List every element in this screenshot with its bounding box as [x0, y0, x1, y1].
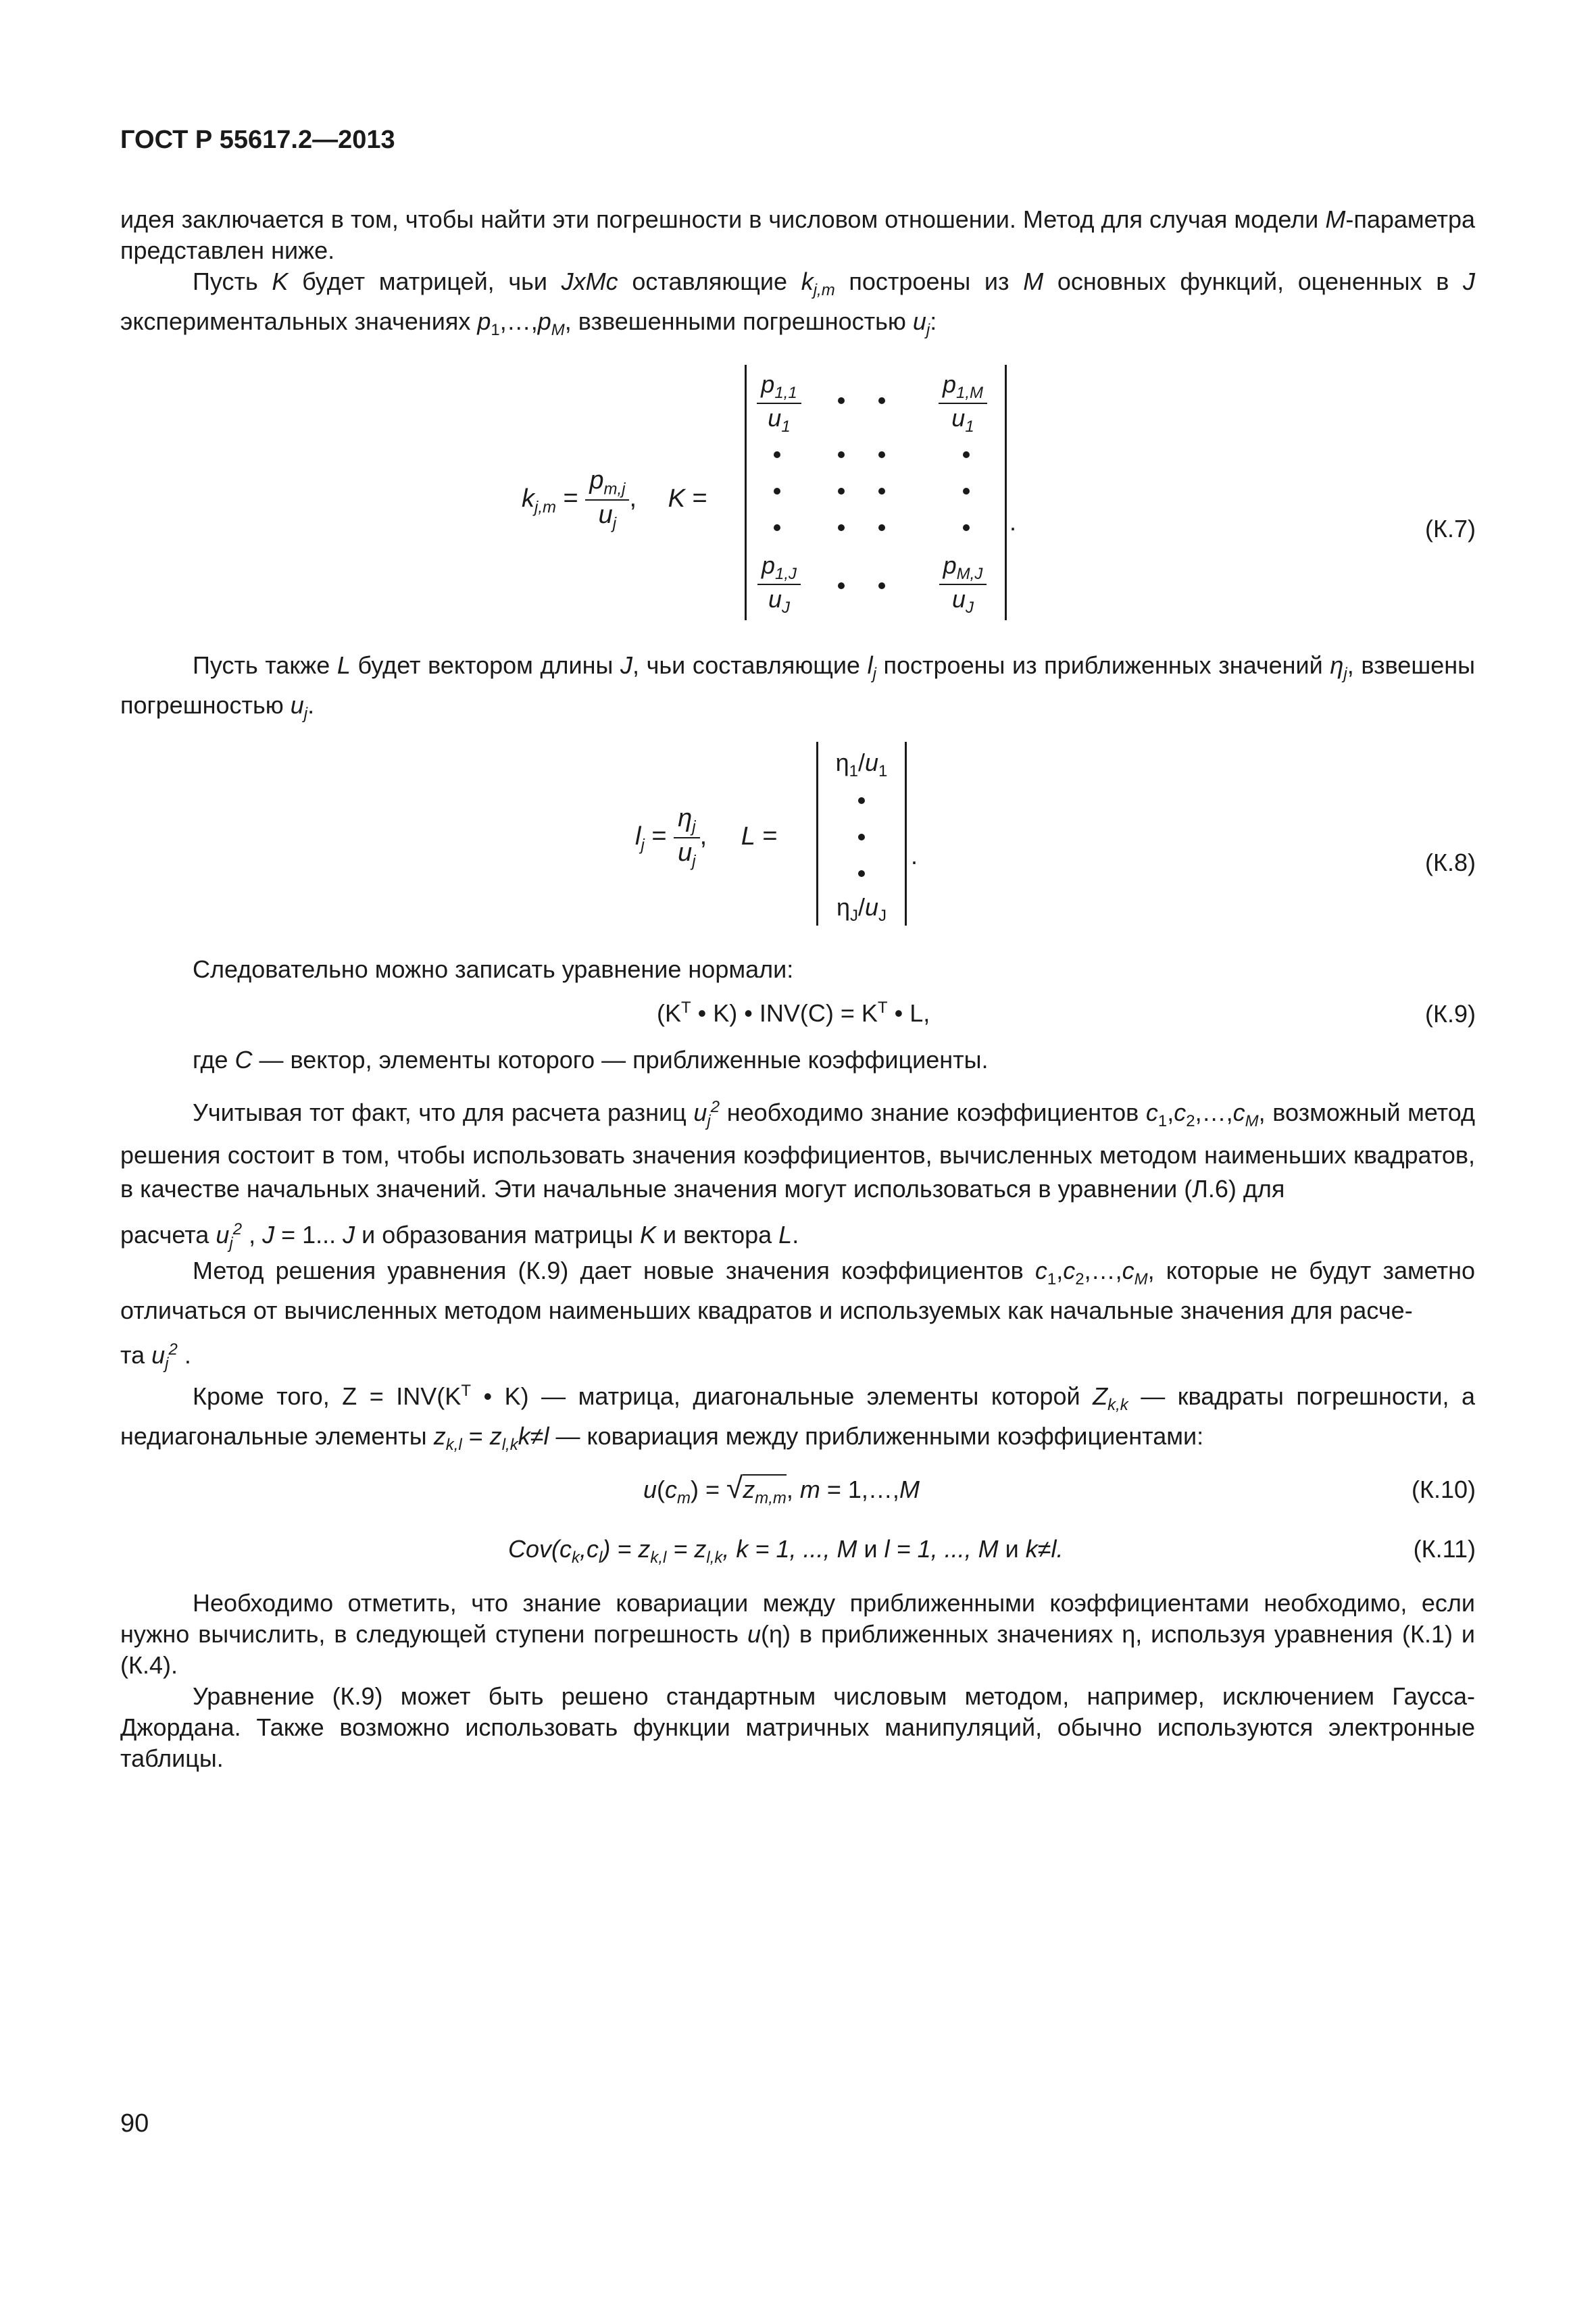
- vector-dot: [858, 834, 865, 840]
- matrix-dot: [774, 524, 780, 531]
- equation-number-k7: (К.7): [1425, 515, 1476, 543]
- paragraph-7b: та $u_j^2$ .: [120, 1340, 191, 1374]
- equation-number-k9: (К.9): [1425, 1000, 1476, 1028]
- vector-L: [816, 742, 907, 926]
- matrix-dot: [878, 582, 885, 589]
- paragraph-3: Пусть также L будет вектором длины J, чьи составляющие $l_j$ построены из приближенных значений $\eta_j$, взвешены погрешностью $u_j$.: [120, 651, 1475, 724]
- equation-k8-left: $l_j$ = $\frac{\eta_j}{u_j}$ , L =: [635, 804, 778, 871]
- equation-k7-left: $k_{j,m}$ = $\frac{p_{m,j}}{u_j}$ , K =: [522, 466, 707, 533]
- equation-number-k8: (К.8): [1425, 849, 1476, 876]
- paragraph-6: Учитывая тот факт, что для расчета разниц $u_j^2$ необходимо знание коэффициентов $c_1,c_2,\dots,c_M$, возможный метод решения состоит в том, чтобы использовать значения коэффициентов, вычисленных методом наименьших квадратов, в качестве начальных значений. Эти начальные значения могут использоваться в уравнении (Л.6) для: [120, 1098, 1475, 1203]
- matrix-dot: [963, 524, 970, 531]
- equation-k8-period: .: [911, 842, 918, 870]
- matrix-dot: [963, 451, 970, 458]
- matrix-cell-top-left: $\frac{p_{1,1}}{u_1}$: [752, 370, 806, 436]
- matrix-dot: [838, 451, 845, 458]
- equation-k10: $u(c_m) = √z_{m,m}$, m = 1,…,M: [643, 1472, 920, 1508]
- equation-k7-period: .: [1009, 508, 1017, 536]
- matrix-cell-top-right: $\frac{p_{1,M}}{u_1}$: [929, 370, 997, 436]
- paragraph-5-block: [120, 1045, 1475, 1076]
- paragraph-2: Пусть K будет матрицей, чьи JxMc оставляющие $k_{j,m}$ построены из M основных функций, оцененных в J экспериментальных значениях $p_1,\dots,p_M$, взвешенными погрешностью $u_j$:: [120, 268, 1476, 340]
- paragraph-6-block: [120, 1090, 1475, 1261]
- matrix-dot: [963, 488, 970, 495]
- matrix-dot: [878, 488, 885, 495]
- equation-k9: ($K^T$ • K) • $INV(C) = K^T$ • L,: [657, 999, 930, 1027]
- paragraph-9-block: [120, 1588, 1475, 1681]
- matrix-dot: [774, 451, 780, 458]
- vector-dot: [858, 870, 865, 877]
- paragraph-4: Следовательно можно записать уравнение нормали:: [193, 955, 794, 983]
- paragraph-8: Кроме того, $Z = INV(K^T$ • K) — матрица, диагональные элементы которой $Z_{k,k}$ — квадраты погрешности, а недиагональные элементы $z_{k,l} = z_{l,k}k\ne l$ — ковариация между приближенными коэффициентами:: [120, 1382, 1475, 1455]
- matrix-dot: [838, 524, 845, 531]
- paragraph-3-block: [120, 650, 1475, 730]
- page-number: 90: [120, 2109, 149, 2138]
- matrix-cell-bottom-right: $\frac{p_{M,J}}{u_J}$: [929, 551, 997, 618]
- matrix-dot: [838, 488, 845, 495]
- equation-number-k11: (К.11): [1413, 1535, 1476, 1563]
- matrix-dot: [838, 397, 845, 404]
- paragraph-10: Уравнение (К.9) может быть решено стандартным числовым методом, например, исключением Гаусса-Джордана. Также возможно использовать функции матричных манипуляций, обычно используются электронные таблицы.: [120, 1682, 1475, 1772]
- matrix-dot: [838, 582, 845, 589]
- paragraph-6b: расчета $u_j^2$ , J = 1... J и образования матрицы K и вектора L.: [120, 1220, 799, 1253]
- paragraph-10-block: [120, 1681, 1475, 1774]
- matrix-dot: [878, 524, 885, 531]
- matrix-dot: [774, 488, 780, 495]
- vector-dot: [858, 797, 865, 804]
- paragraph-9: Необходимо отметить, что знание ковариации между приближенными коэффициентами необходимо, если нужно вычислить, в следующей ступени погрешность u(η) в приближенных значениях η, используя уравнения (К.1) и (К.4).: [120, 1589, 1475, 1679]
- matrix-cell-bottom-left: $\frac{p_{1,J}}{u_J}$: [752, 551, 806, 618]
- paragraph-7-block: [120, 1255, 1475, 1380]
- paragraph-intro: [120, 204, 1475, 346]
- paragraph-5: где C — вектор, элементы которого — приближенные коэффициенты.: [193, 1046, 989, 1074]
- paragraph-1: идея заключается в том, чтобы найти эти погрешности в числовом отношении. Метод для случая модели M-параметра представлен ниже.: [120, 205, 1475, 264]
- paragraph-8-block: [120, 1376, 1475, 1461]
- document-header: ГОСТ Р 55617.2—2013: [120, 126, 395, 154]
- matrix-dot: [878, 397, 885, 404]
- vector-cell-bottom: $\eta_J/u_J$: [836, 893, 887, 926]
- matrix-dot: [878, 451, 885, 458]
- paragraph-7: Метод решения уравнения (К.9) дает новые значения коэффициентов $c_1,c_2,\dots,c_M$, которые не будут заметно отличаться от вычисленных методом наименьших квадратов и используемых как начальные значения для расче-: [120, 1257, 1475, 1325]
- paragraph-4-block: [120, 954, 1475, 985]
- equation-number-k10: (К.10): [1412, 1476, 1476, 1503]
- vector-cell-top: $\eta_1/u_1$: [835, 749, 888, 781]
- matrix-K: [745, 365, 1007, 620]
- equation-k11: $Cov(c_k,c_l) = z_{k,l} = z_{l,k}$, k = 1, ..., M и l = 1, ..., M и k≠l.: [508, 1535, 1064, 1567]
